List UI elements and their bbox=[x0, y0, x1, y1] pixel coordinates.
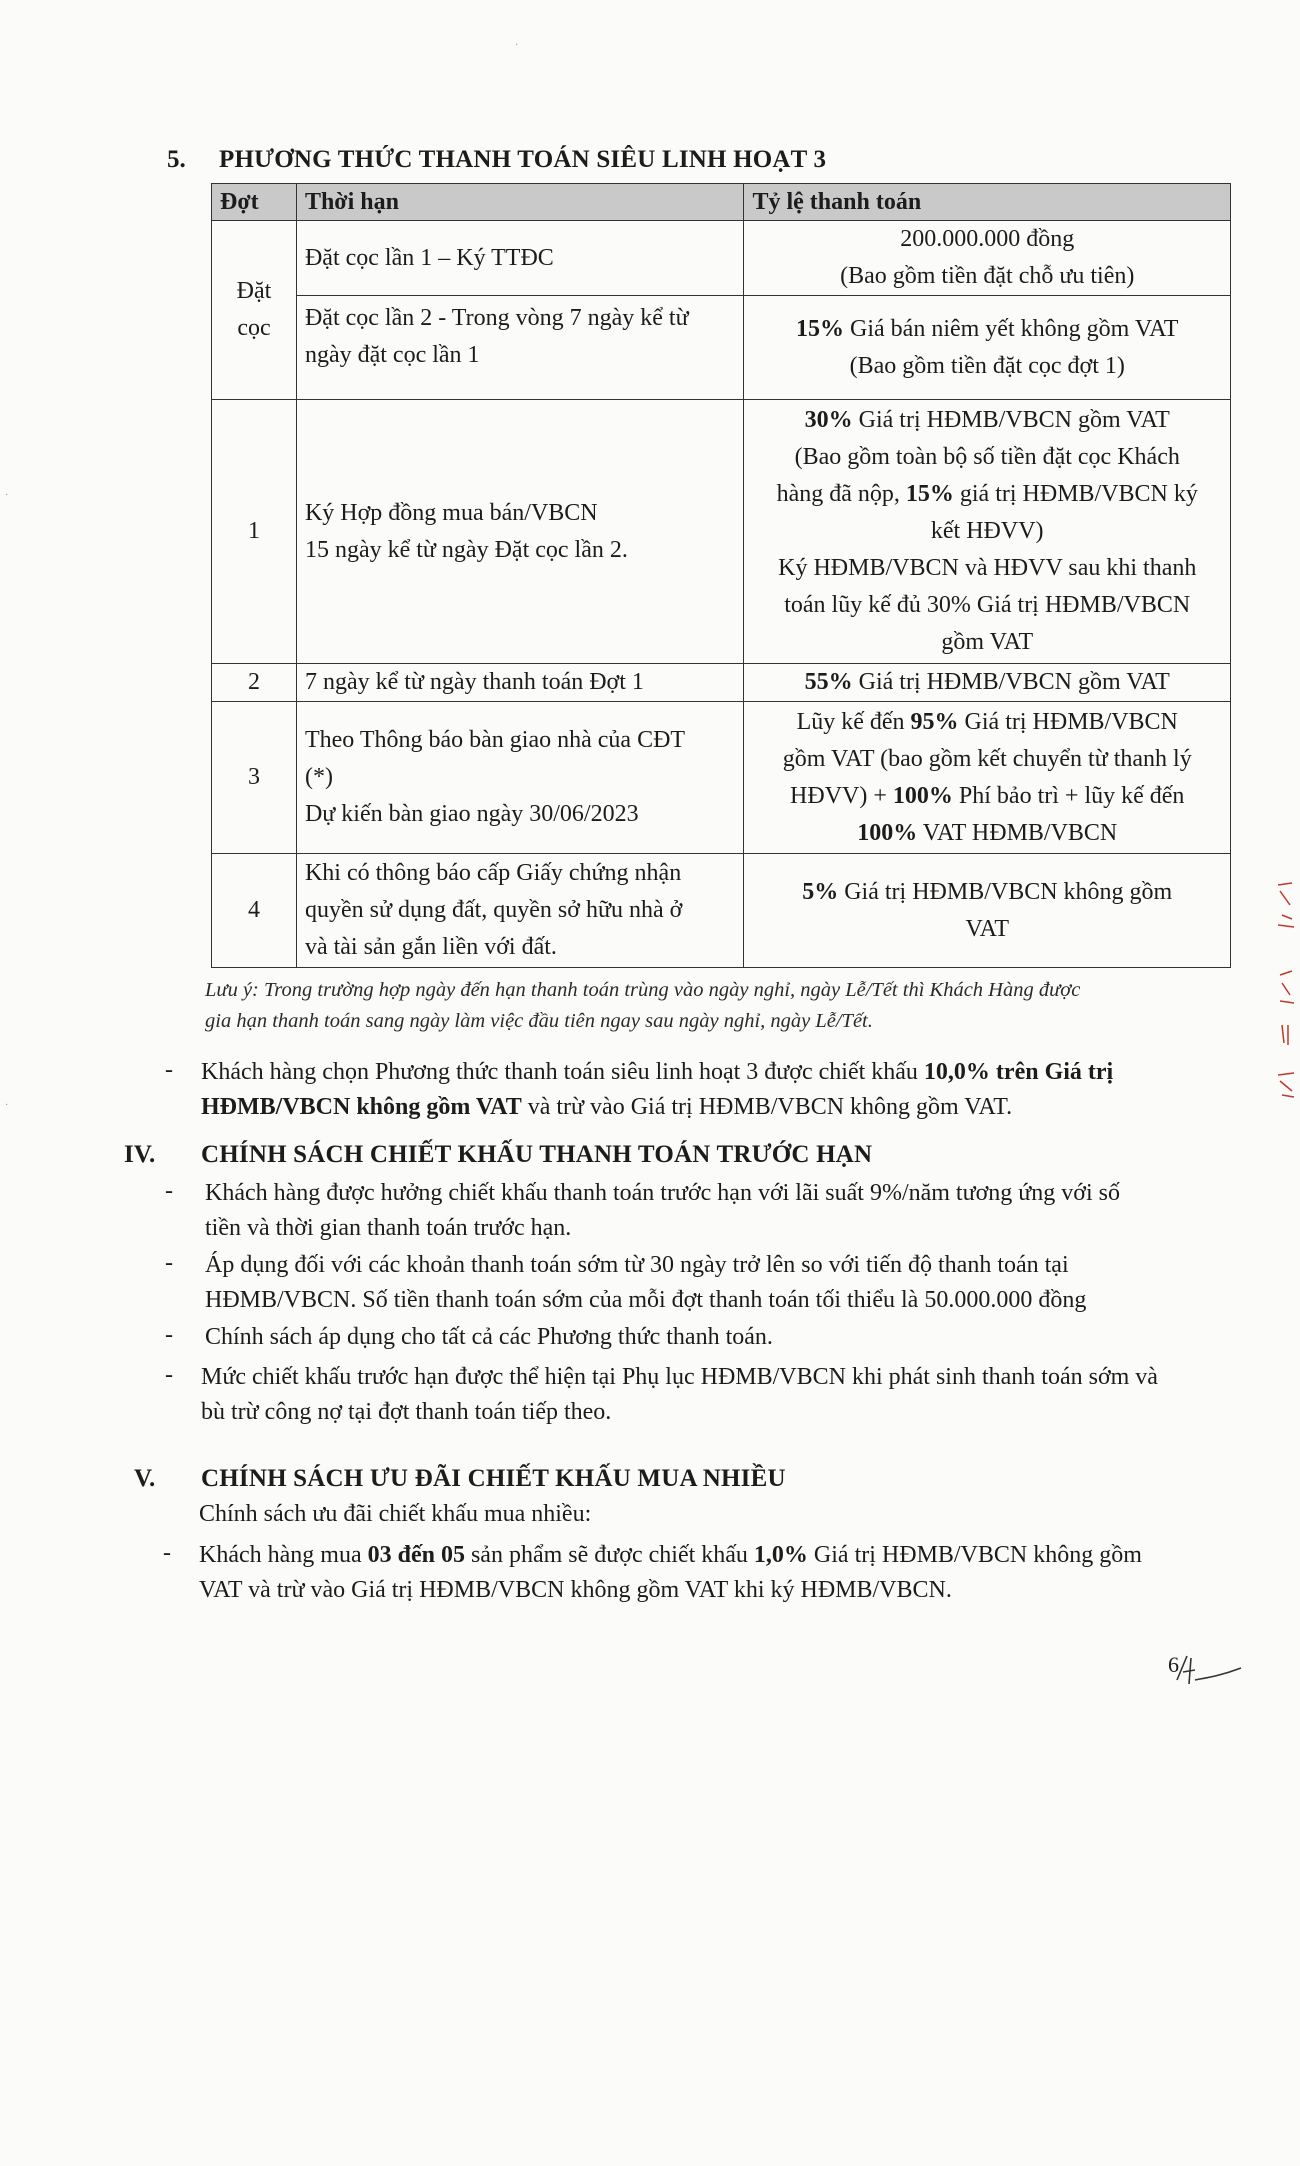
note-line: gia hạn thanh toán sang ngày làm việc đầu tiên ngay sau ngày nghỉ, ngày Lễ/Tết. bbox=[205, 1010, 873, 1032]
list-item bbox=[205, 1320, 1235, 1355]
rate-text bbox=[752, 311, 1222, 348]
rate-desc: Giá trị HĐMB/VBCN bbox=[958, 708, 1178, 735]
table-row bbox=[212, 664, 1231, 702]
term-cell bbox=[296, 221, 744, 296]
term-text: Dự kiến bàn giao ngày 30/06/2023 bbox=[304, 801, 639, 827]
section-title: CHÍNH SÁCH ƯU ĐÃI CHIẾT KHẤU MUA NHIỀU bbox=[201, 1465, 786, 1492]
rate-text: (Bao gồm tiền đặt chỗ ưu tiên) bbox=[840, 263, 1135, 289]
paragraph-text: Khách hàng chọn Phương thức thanh toán siêu linh hoạt 3 được chiết khấu bbox=[201, 1059, 924, 1085]
list-item-line: HĐMB/VBCN. Số tiền thanh toán sớm của mỗi đợt thanh toán tối thiểu là 50.000.000 đồng bbox=[205, 1287, 1087, 1313]
rate-cell bbox=[744, 702, 1231, 854]
rate-cell bbox=[744, 221, 1231, 296]
table-header-row bbox=[212, 184, 1231, 221]
rate-text: kết HĐVV) bbox=[930, 518, 1044, 544]
scan-speck: · bbox=[5, 490, 9, 501]
section-title: PHƯƠNG THỨC THANH TOÁN SIÊU LINH HOẠT 3 bbox=[219, 146, 827, 173]
table-row bbox=[212, 702, 1231, 854]
term-text: (*) bbox=[304, 764, 333, 790]
section-number: V. bbox=[134, 1465, 156, 1492]
term-text: 15 ngày kể từ ngày Đặt cọc lần 2. bbox=[304, 536, 628, 563]
paragraph-line bbox=[201, 1055, 1231, 1090]
scan-speck: · bbox=[515, 40, 519, 51]
rate-desc: Giá trị HĐMB/VBCN không gồm bbox=[838, 878, 1173, 905]
list-item-line: Chính sách áp dụng cho tất cả các Phương thức thanh toán. bbox=[205, 1324, 773, 1350]
phase-cell: 2 bbox=[212, 664, 297, 702]
rate-percent: 15% bbox=[796, 315, 845, 342]
scan-speck: · bbox=[5, 1100, 9, 1111]
deposit-label-cell bbox=[212, 221, 297, 400]
term-cell bbox=[296, 296, 744, 400]
term-text: ngày đặt cọc lần 1 bbox=[304, 342, 480, 368]
rate-percent: 5% bbox=[802, 878, 839, 905]
section-number: 5. bbox=[167, 146, 186, 173]
phase-cell: 4 bbox=[212, 854, 297, 968]
rate-text: Ký HĐMB/VBCN và HĐVV sau khi thanh bbox=[778, 555, 1197, 581]
list-item bbox=[201, 1360, 1235, 1430]
rate-text: gồm VAT (bao gồm kết chuyển từ thanh lý bbox=[782, 745, 1192, 772]
rate-text bbox=[752, 476, 1222, 513]
table-row bbox=[212, 400, 1231, 664]
bullet-dash: - bbox=[165, 1178, 173, 1204]
payment-schedule-table bbox=[211, 183, 1231, 968]
rate-desc: VAT HĐMB/VBCN bbox=[917, 819, 1118, 846]
list-item-line: Khách hàng được hưởng chiết khấu thanh toán trước hạn với lãi suất 9%/năm tương ứng với số bbox=[205, 1180, 1120, 1206]
rate-percent: 95% bbox=[910, 708, 959, 735]
bullet-dash: - bbox=[163, 1540, 171, 1566]
header-rate: Tỷ lệ thanh toán bbox=[744, 184, 1231, 221]
red-vertical-stamp-icon bbox=[1272, 875, 1300, 1105]
rate-percent: 15% bbox=[905, 481, 954, 507]
bullet-dash: - bbox=[165, 1250, 173, 1276]
list-item-line bbox=[199, 1538, 1235, 1573]
table-row bbox=[212, 296, 1231, 400]
term-text: Ký Hợp đồng mua bán/VBCN bbox=[304, 499, 598, 526]
term-cell bbox=[296, 702, 744, 854]
rate-desc: Giá trị HĐMB/VBCN gồm VAT bbox=[852, 407, 1170, 433]
list-text: Giá trị HĐMB/VBCN không gồm bbox=[807, 1542, 1142, 1568]
header-term: Thời hạn bbox=[296, 184, 744, 221]
rate-desc: hàng đã nộp, bbox=[776, 481, 906, 507]
note-line: Lưu ý: Trong trường hợp ngày đến hạn thanh toán trùng vào ngày nghỉ, ngày Lễ/Tết thì Khách Hàng được bbox=[205, 979, 1081, 1001]
rate-cell bbox=[744, 664, 1231, 702]
discount-paragraph bbox=[201, 1055, 1231, 1125]
paragraph-bold: 10,0% trên Giá trị bbox=[923, 1059, 1114, 1085]
rate-desc: giá trị HĐMB/VBCN ký bbox=[953, 481, 1198, 507]
deposit-label-line: Đặt bbox=[236, 278, 272, 304]
rate-percent: 100% bbox=[857, 819, 918, 846]
rate-percent: 55% bbox=[804, 669, 853, 695]
list-item-line: VAT và trừ vào Giá trị HĐMB/VBCN không gồm VAT khi ký HĐMB/VBCN. bbox=[199, 1577, 952, 1603]
rate-cell bbox=[744, 296, 1231, 400]
rate-text bbox=[752, 704, 1222, 741]
deposit-label-line: cọc bbox=[237, 315, 271, 341]
list-text: Khách hàng mua bbox=[199, 1542, 368, 1568]
bullet-dash: - bbox=[165, 1362, 173, 1388]
list-item bbox=[205, 1176, 1235, 1246]
bullet-dash: - bbox=[165, 1057, 173, 1083]
section-number: IV. bbox=[124, 1141, 156, 1168]
handwritten-initials-icon bbox=[1165, 1650, 1245, 1690]
term-text: quyền sử dụng đất, quyền sở hữu nhà ở bbox=[304, 897, 683, 923]
rate-text bbox=[752, 815, 1222, 852]
rate-text: (Bao gồm toàn bộ số tiền đặt cọc Khách bbox=[794, 444, 1180, 470]
term-cell: 7 ngày kể từ ngày thanh toán Đợt 1 bbox=[296, 664, 744, 702]
phase-cell: 1 bbox=[212, 400, 297, 664]
section-intro: Chính sách ưu đãi chiết khấu mua nhiều: bbox=[199, 1501, 592, 1527]
term-text: Theo Thông báo bàn giao nhà của CĐT bbox=[304, 727, 686, 753]
term-cell bbox=[296, 854, 744, 968]
phase-cell: 3 bbox=[212, 702, 297, 854]
term-text: Đặt cọc lần 1 – Ký TTĐC bbox=[304, 244, 554, 271]
rate-percent: 30% bbox=[804, 407, 853, 433]
rate-text: VAT bbox=[965, 915, 1010, 942]
rate-desc: Lũy kế đến bbox=[796, 708, 911, 735]
paragraph-line bbox=[201, 1090, 1231, 1125]
rate-text: gồm VAT bbox=[941, 629, 1034, 655]
rate-desc: HĐVV) + bbox=[790, 782, 893, 809]
list-bold: 03 đến 05 bbox=[367, 1542, 465, 1568]
list-item-line: tiền và thời gian thanh toán trước hạn. bbox=[205, 1215, 572, 1241]
rate-desc: Giá trị HĐMB/VBCN gồm VAT bbox=[852, 669, 1170, 695]
rate-desc: Giá bán niêm yết không gồm VAT bbox=[844, 315, 1179, 342]
rate-desc: Phí bảo trì + lũy kế đến bbox=[952, 782, 1185, 809]
rate-text: 200.000.000 đồng bbox=[900, 226, 1075, 252]
page-number: 6 bbox=[1168, 1652, 1179, 1677]
rate-cell bbox=[744, 854, 1231, 968]
rate-text: (Bao gồm tiền đặt cọc đợt 1) bbox=[849, 352, 1125, 379]
header-phase: Đợt bbox=[212, 184, 297, 221]
term-text: Đặt cọc lần 2 - Trong vòng 7 ngày kể từ bbox=[304, 305, 689, 331]
term-text: Khi có thông báo cấp Giấy chứng nhận bbox=[304, 860, 682, 886]
list-item-line: Áp dụng đối với các khoản thanh toán sớm từ 30 ngày trở lên so với tiến độ thanh toán tại bbox=[205, 1252, 1069, 1278]
list-item bbox=[205, 1248, 1235, 1318]
term-text: và tài sản gắn liền với đất. bbox=[304, 934, 557, 960]
rate-text bbox=[752, 778, 1222, 815]
paragraph-bold: HĐMB/VBCN không gồm VAT bbox=[201, 1094, 522, 1120]
list-item bbox=[199, 1538, 1235, 1608]
rate-percent: 100% bbox=[892, 782, 953, 809]
rate-cell bbox=[744, 400, 1231, 664]
payment-note bbox=[205, 975, 1235, 1037]
table-row bbox=[212, 854, 1231, 968]
rate-text: toán lũy kế đủ 30% Giá trị HĐMB/VBCN bbox=[784, 592, 1191, 618]
rate-text bbox=[752, 402, 1222, 439]
list-bold: 1,0% bbox=[753, 1542, 808, 1568]
list-text: sản phẩm sẽ được chiết khấu bbox=[464, 1542, 754, 1568]
table-row bbox=[212, 221, 1231, 296]
list-item-line: Mức chiết khấu trước hạn được thể hiện tại Phụ lục HĐMB/VBCN khi phát sinh thanh toán sớm và bbox=[201, 1364, 1158, 1390]
term-cell bbox=[296, 400, 744, 664]
bullet-dash: - bbox=[165, 1322, 173, 1348]
list-item-line: bù trừ công nợ tại đợt thanh toán tiếp theo. bbox=[201, 1399, 612, 1425]
paragraph-text: và trừ vào Giá trị HĐMB/VBCN không gồm VAT. bbox=[521, 1094, 1013, 1120]
rate-text bbox=[752, 874, 1222, 911]
section-title: CHÍNH SÁCH CHIẾT KHẤU THANH TOÁN TRƯỚC HẠN bbox=[201, 1141, 873, 1168]
